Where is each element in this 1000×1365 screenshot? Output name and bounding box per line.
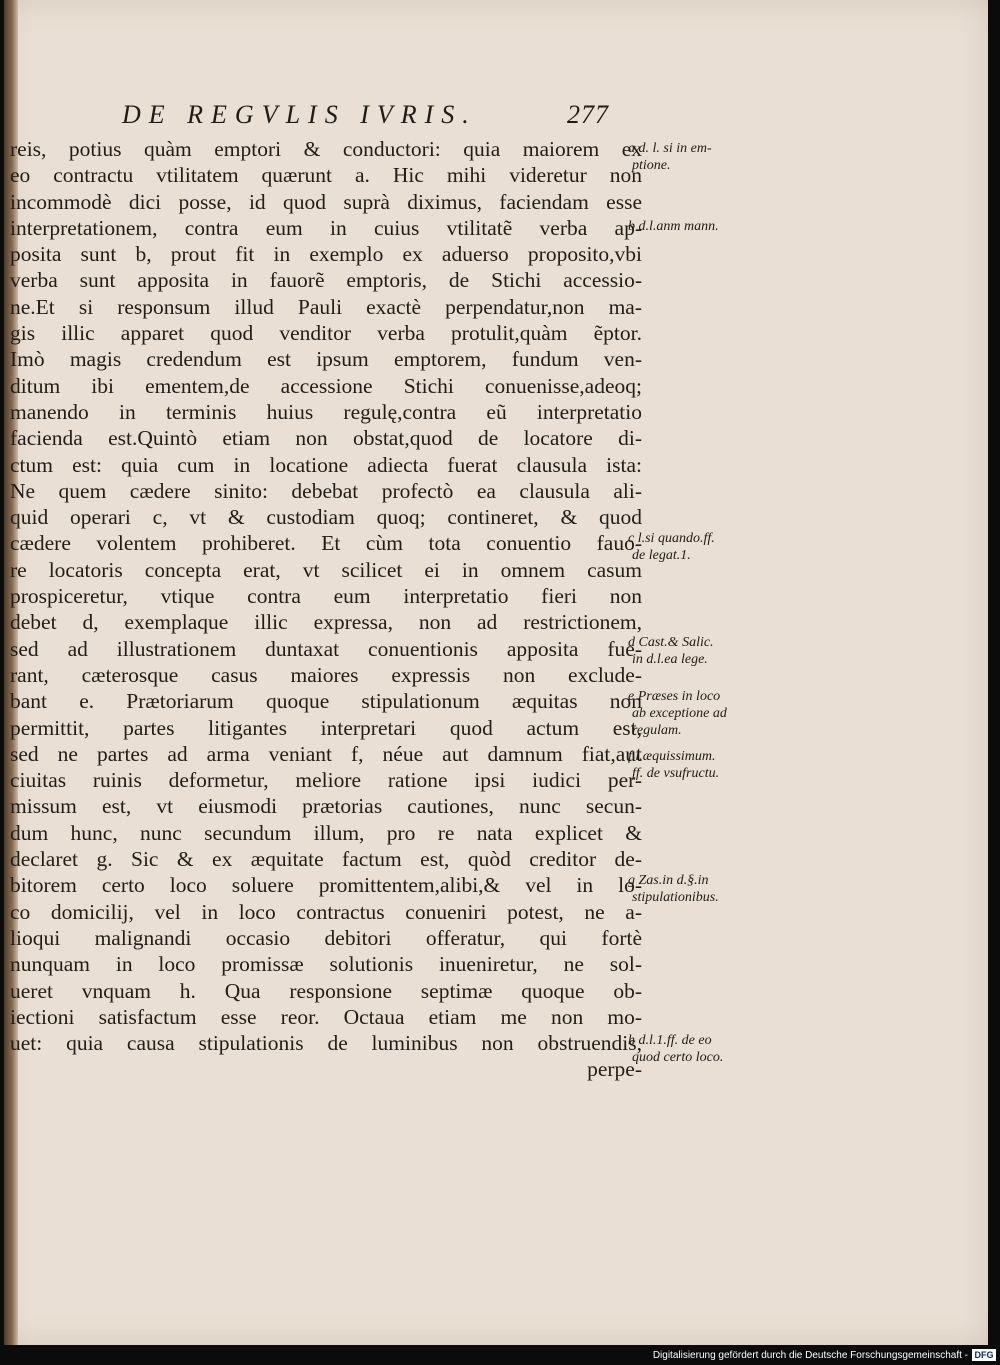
margin-note-line: b d.l.anm mann. xyxy=(628,219,719,234)
running-header xyxy=(122,100,642,134)
margin-note-line: g Zas.in d.§.in xyxy=(628,873,709,888)
margin-note-line: quod certo loco. xyxy=(632,1050,724,1065)
text-line: co domicilij, vel in loco contractus conueniri potest, ne a- xyxy=(10,899,642,924)
text-line: ciuitas ruinis deformetur, meliore ratione ipsi iudici per- xyxy=(10,768,642,793)
margin-note-line: ff. de vsufructu. xyxy=(632,766,720,781)
text-line: incommodè dici posse, id quod suprà diximus, faciendam esse xyxy=(10,189,642,214)
margin-note-e xyxy=(628,688,788,739)
margin-note-line: regulam. xyxy=(632,723,682,738)
text-line: dum hunc, nunc secundum illum, pro re nata explicet & xyxy=(10,820,642,845)
text-line: prospiceretur, vtique contra eum interpretatio fieri non xyxy=(10,584,642,609)
text-line: gis illic apparet quod venditor verba protulit,quàm ẽptor. xyxy=(10,321,642,346)
margin-note-line: a d. l. si in em- xyxy=(628,141,712,156)
margin-note-g xyxy=(628,872,788,906)
margin-note-c xyxy=(628,530,788,564)
margin-note-line: ab exceptione ad xyxy=(632,706,727,721)
text-line: uet: quia causa stipulationis de luminibus non obstruendis, xyxy=(10,1031,642,1056)
text-line: verba sunt apposita in fauorẽ emptoris, de Stichi accessio- xyxy=(10,268,642,293)
margin-note-line: de legat.1. xyxy=(632,548,691,563)
text-line: bitorem certo loco soluere promittentem,alibi,& vel in lo- xyxy=(10,873,642,898)
text-line: Ne quem cædere sinito: debebat profectò ea clausula ali- xyxy=(10,478,642,503)
page-number: 277 xyxy=(567,100,609,129)
margin-note-f xyxy=(628,748,788,782)
margin-note-line: ptione. xyxy=(632,158,671,173)
text-line: ditum ibi ementem,de accessione Stichi conuenisse,adeoq; xyxy=(10,373,642,398)
text-line: eo contractu vtilitatem quærunt a. Hic mihi videretur non xyxy=(10,163,642,188)
text-line: missum est, vt eiusmodi prætorias cautiones, nunc secun- xyxy=(10,794,642,819)
book-page xyxy=(4,0,988,1345)
text-line: rant, cæterosque casus maiores expressis non exclude- xyxy=(10,662,642,687)
text-line: ctum est: quia cum in locatione adiecta fuerat clausula ista: xyxy=(10,452,642,477)
text-line: debet d, exemplaque illic expressa, non ad restrictionem, xyxy=(10,610,642,635)
text-line: quid operari c, vt & custodiam quoq; contineret, & quod xyxy=(10,505,642,530)
text-line: ne.Et si responsum illud Pauli exactè perpendatur,non ma- xyxy=(10,294,642,319)
text-line: sed ad illustrationem duntaxat conuentionis apposita fue- xyxy=(10,636,642,661)
text-line: perpe- xyxy=(587,1057,642,1082)
text-line: manendo in terminis huius regulę,contra eũ interpretatio xyxy=(10,399,642,424)
margin-note-a xyxy=(628,140,788,174)
text-line: facienda est.Quintò etiam non obstat,quod de locatore di- xyxy=(10,426,642,451)
text-line: Imò magis credendum est ipsum emptorem, fundum ven- xyxy=(10,347,642,372)
text-line: sed ne partes ad arma veniant f, néue aut damnum fiat,aut xyxy=(10,741,642,766)
text-line: interpretationem, contra eum in cuius vtilitatẽ verba ap- xyxy=(10,215,642,240)
dfg-logo: DFG xyxy=(972,1349,996,1361)
text-line: ueret vnquam h. Qua responsione septimæ quoque ob- xyxy=(10,978,642,1003)
text-line: cædere volentem prohiberet. Et cùm tota conuentio fauo- xyxy=(10,531,642,556)
margin-note-h xyxy=(628,1032,788,1066)
margin-note-line: h d.l.1.ff. de eo xyxy=(628,1033,712,1048)
text-line: bant e. Prætoriarum quoque stipulationum æquitas non xyxy=(10,689,642,714)
margin-note-b xyxy=(628,218,788,235)
text-line: iectioni satisfactum esse reor. Octaua etiam me non mo- xyxy=(10,1004,642,1029)
margin-note-line: f l.æquissimum. xyxy=(628,749,716,764)
margin-note-line: stipulationibus. xyxy=(632,890,719,905)
margin-note-line: d Cast.& Salic. xyxy=(628,635,714,650)
text-line: permittit, partes litigantes interpretari quod actum est, xyxy=(10,715,642,740)
body-text xyxy=(10,136,642,1083)
text-line: declaret g. Sic & ex æquitate factum est, quòd creditor de- xyxy=(10,847,642,872)
text-line: reis, potius quàm emptori & conductori: quia maiorem ex xyxy=(10,137,642,161)
funding-credit: Digitalisierung gefördert durch die Deutsche Forschungsgemeinschaft - xyxy=(652,1350,968,1361)
running-title: DE REGVLIS IVRIS. xyxy=(122,100,477,129)
text-line: nunquam in loco promissæ solutionis inueniretur, ne sol- xyxy=(10,952,642,977)
margin-note-line: c l.si quando.ff. xyxy=(628,531,715,546)
margin-note-line: in d.l.ea lege. xyxy=(632,652,708,667)
text-line: re locatoris concepta erat, vt scilicet ei in omnem casum xyxy=(10,557,642,582)
text-line: posita sunt b, prout fit in exemplo ex aduerso proposito,vbi xyxy=(10,242,642,267)
text-line: lioqui malignandi occasio debitori offeratur, qui fortè xyxy=(10,925,642,950)
margin-note-line: e Præses in loco xyxy=(628,689,721,704)
margin-note-d xyxy=(628,634,788,668)
